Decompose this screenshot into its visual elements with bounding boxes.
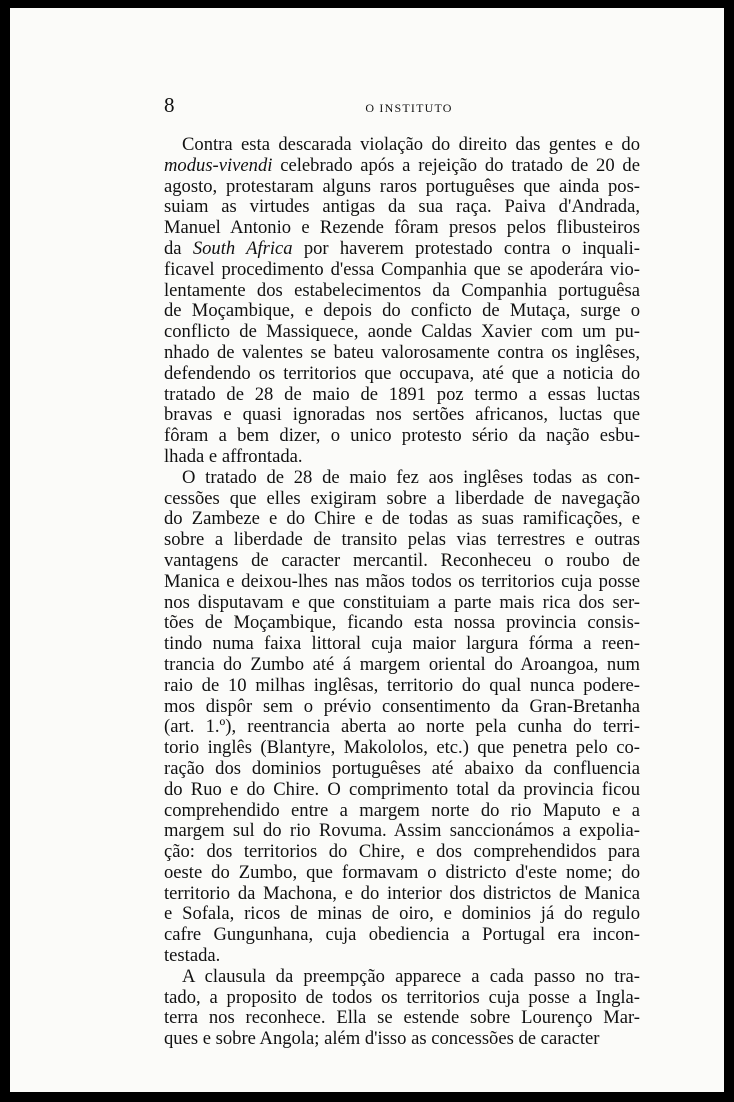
text-run: agosto, protestaram alguns raros portuguêses que ainda pos-	[164, 175, 640, 197]
text-run: cafre Gungunhana, cuja obediencia a Portugal era incon-	[164, 924, 640, 946]
text-line	[164, 405, 640, 426]
text-line	[164, 156, 640, 177]
text-run: Contra esta descarada violação do direito das gentes e do	[182, 134, 640, 155]
text-run: torio inglês (Blantyre, Makololos, etc.) que penetra pelo co-	[164, 737, 640, 759]
text-run: suiam as virtudes antigas da sua raça. Paiva d'Andrada,	[164, 196, 640, 218]
italic-text-run: South Africa	[192, 237, 293, 259]
text-line	[164, 364, 640, 385]
text-run: margem sul do rio Rovuma. Assim sanccionámos a expolia-	[164, 820, 640, 842]
text-run: Manica e deixou-lhes nas mãos todos os territorios cuja posse	[164, 570, 640, 592]
text-run: da	[164, 237, 193, 259]
text-line	[164, 468, 640, 489]
running-title: O INSTITUTO	[365, 101, 453, 115]
text-line	[164, 322, 640, 343]
text-run: Manuel Antonio e Rezende fôram presos pelos flibusteiros	[164, 217, 640, 239]
text-run: mos dispôr sem o prévio consentimento da Gran-Bretanha	[164, 695, 640, 717]
text-line	[164, 385, 640, 406]
text-line	[164, 260, 640, 281]
text-line	[164, 801, 640, 822]
text-line	[164, 177, 640, 198]
text-run: fôram a bem dizer, o unico protesto sério da nação esbu-	[164, 425, 640, 447]
text-run: oeste do Zumbo, que formavam o districto d'este nome; do	[164, 861, 640, 883]
text-run: do Ruo e do Chire. O comprimento total da provincia ficou	[164, 778, 640, 800]
text-run: A clausula da preempção apparece a cada passo no tra-	[182, 965, 640, 987]
text-line	[164, 572, 640, 593]
text-run: nos disputavam e que constituiam a parte mais rica dos ser-	[164, 591, 640, 613]
text-line	[164, 1029, 640, 1050]
text-line	[164, 613, 640, 634]
text-run: ção: dos territorios do Chire, e dos comprehendidos para	[164, 841, 640, 863]
text-line	[164, 676, 640, 697]
text-line	[164, 426, 640, 447]
text-line	[164, 780, 640, 801]
text-run: de Moçambique, e depois do conficto de Mutaça, surge o	[164, 300, 640, 322]
text-line	[164, 967, 640, 988]
text-line	[164, 925, 640, 946]
text-line	[164, 343, 640, 364]
text-run: raio de 10 milhas inglêsas, territorio do qual nunca podere-	[164, 674, 640, 696]
text-line	[164, 551, 640, 572]
text-line	[164, 842, 640, 863]
paragraph	[164, 468, 640, 967]
text-line	[164, 218, 640, 239]
text-run: (art. 1.º), reentrancia aberta ao norte pela cunha do terri-	[164, 716, 640, 738]
text-run: tindo numa faixa littoral cuja maior largura fórma a reen-	[164, 633, 640, 655]
text-line	[164, 717, 640, 738]
page-number: 8	[164, 93, 175, 117]
italic-text-run: modus-vivendi	[164, 154, 273, 176]
text-run: testada.	[164, 945, 221, 967]
text-line	[164, 759, 640, 780]
paragraph	[164, 967, 640, 1050]
text-line	[164, 301, 640, 322]
text-run: tratado de 28 de maio de 1891 poz termo a essas luctas	[164, 383, 640, 405]
text-run: celebrado após a rejeição do tratado de 20 de	[272, 154, 640, 176]
text-line	[164, 821, 640, 842]
text-line	[164, 884, 640, 905]
text-run: lentamente dos estabelecimentos da Companhia portuguêsa	[164, 279, 640, 301]
text-line	[164, 530, 640, 551]
text-run: sobre a liberdade de transito pelas vias terrestres e outras	[164, 529, 640, 551]
text-line	[164, 281, 640, 302]
text-line	[164, 863, 640, 884]
body-text	[164, 135, 640, 1050]
text-line	[164, 489, 640, 510]
text-run: terra nos reconhece. Ella se estende sobre Lourenço Mar-	[164, 1007, 640, 1029]
text-line	[164, 697, 640, 718]
text-line	[164, 509, 640, 530]
text-run: tões de Moçambique, ficando esta nossa provincia consis-	[164, 612, 640, 634]
text-run: tado, a proposito de todos os territorios cuja posse a Ingla-	[164, 986, 640, 1008]
text-run: lhada e affrontada.	[164, 445, 303, 467]
text-run: defendendo os territorios que occupava, até que a noticia do	[164, 362, 640, 384]
text-line	[164, 447, 640, 468]
text-run: do Zambeze e do Chire e de todas as suas ramificações, e	[164, 508, 640, 530]
text-run: ração dos dominios portuguêses até abaixo da confluencia	[164, 757, 640, 779]
text-line	[164, 946, 640, 967]
text-line	[164, 634, 640, 655]
text-run: O tratado de 28 de maio fez aos inglêses todas as con-	[182, 466, 640, 488]
text-run: ques e sobre Angola; além d'isso as concessões de caracter	[164, 1028, 600, 1050]
text-line	[164, 239, 640, 260]
text-line	[164, 738, 640, 759]
book-page	[10, 8, 724, 1092]
text-line	[164, 135, 640, 156]
text-line	[164, 655, 640, 676]
text-run: vantagens de caracter mercantil. Reconheceu o roubo de	[164, 549, 640, 571]
page-header	[164, 93, 654, 121]
text-run: cessões que elles exigiram sobre a liberdade de navegação	[164, 487, 640, 509]
text-run: e Sofala, ricos de minas de oiro, e dominios já do regulo	[164, 903, 640, 925]
text-line	[164, 1008, 640, 1029]
text-run: conflicto de Massiquece, aonde Caldas Xavier com um pu-	[164, 321, 640, 343]
text-line	[164, 593, 640, 614]
text-run: bravas e quasi ignoradas nos sertões africanos, luctas que	[164, 404, 640, 426]
text-line	[164, 197, 640, 218]
text-run: por haverem protestado contra o inquali-	[292, 237, 640, 259]
text-run: comprehendido entre a margem norte do rio Maputo e a	[164, 799, 640, 821]
text-run: territorio da Machona, e do interior dos districtos de Manica	[164, 882, 640, 904]
text-run: nhado de valentes se bateu valorosamente contra os inglêses,	[164, 341, 640, 363]
paragraph	[164, 135, 640, 468]
text-run: ficavel procedimento d'essa Companhia que se apoderára vio-	[164, 258, 640, 280]
text-run: trancia do Zumbo até á margem oriental do Aroangoa, num	[164, 653, 640, 675]
text-line	[164, 988, 640, 1009]
text-line	[164, 904, 640, 925]
